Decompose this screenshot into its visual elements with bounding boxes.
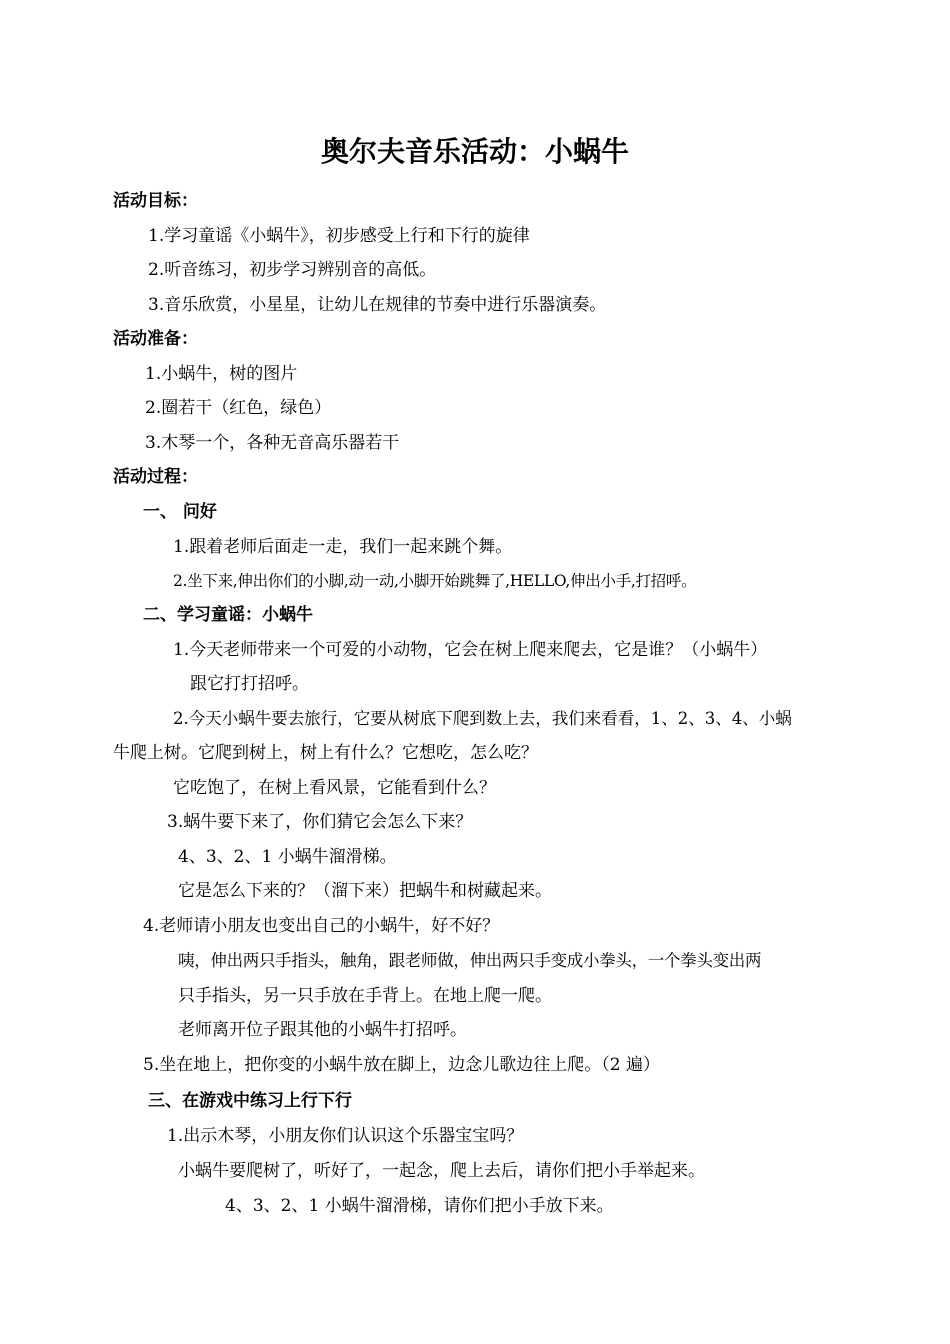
part3-line-2: 小蜗牛要爬树了，听好了，一起念，爬上去后，请你们把小手举起来。 (178, 1161, 705, 1181)
part2-line-6: 3.蜗牛要下来了，你们猜它会怎么下来？ (167, 812, 473, 832)
goals-heading: 活动目标： (113, 191, 198, 211)
part2-line-5: 它吃饱了，在树上看风景，它能看到什么？ (173, 778, 496, 798)
part2-line-2: 跟它打打招呼。 (190, 674, 309, 694)
goal-item-2: 2.听音练习，初步学习辨别音的高低。 (148, 260, 437, 280)
part2-line-3: 2.今天小蜗牛要去旅行，它要从树底下爬到数上去，我们来看看，1、2、3、4、小蜗 (173, 709, 792, 728)
goal-item-3: 3.音乐欣赏，小星星，让幼儿在规律的节奏中进行乐器演奏。 (148, 295, 607, 315)
prep-heading: 活动准备： (113, 329, 198, 349)
part2-line-8: 它是怎么下来的？（溜下来）把蜗牛和树藏起来。 (178, 881, 552, 901)
part3-line-3: 4、3、2、1 小蜗牛溜滑梯，请你们把小手放下来。 (225, 1196, 614, 1216)
part1-heading: 一、 问好 (143, 502, 217, 522)
part1-line-1: 1.跟着老师后面走一走，我们一起来跳个舞。 (173, 537, 513, 557)
part3-heading: 三、在游戏中练习上行下行 (148, 1091, 352, 1111)
prep-item-1: 1.小蜗牛，树的图片 (145, 364, 298, 384)
prep-item-3: 3.木琴一个，各种无音高乐器若干 (145, 433, 400, 453)
document-title: 奥尔夫音乐活动：小蜗牛 (320, 135, 629, 168)
part2-line-11: 只手指头，另一只手放在手背上。在地上爬一爬。 (178, 986, 552, 1006)
part2-line-9: 4.老师请小朋友也变出自己的小蜗牛，好不好？ (143, 916, 500, 936)
part2-line-12: 老师离开位子跟其他的小蜗牛打招呼。 (178, 1020, 467, 1040)
process-heading: 活动过程： (113, 467, 198, 487)
prep-item-2: 2.圈若干（红色，绿色） (145, 398, 332, 418)
part2-line-7: 4、3、2、1 小蜗牛溜滑梯。 (178, 847, 397, 867)
part2-line-10: 咦，伸出两只手指头，触角，跟老师做，伸出两只手变成小拳头，一个拳头变出两 (178, 951, 762, 970)
part1-line-2: 2.坐下来,伸出你们的小脚,动一动,小脚开始跳舞了,HELLO,伸出小手,打招呼。 (173, 572, 697, 590)
part2-line-13: 5.坐在地上，把你变的小蜗牛放在脚上，边念儿歌边往上爬。（2 遍） (143, 1055, 660, 1075)
part2-line-1: 1.今天老师带来一个可爱的小动物，它会在树上爬来爬去，它是谁？（小蜗牛） (173, 640, 768, 660)
goal-item-1: 1.学习童谣《小蜗牛》，初步感受上行和下行的旋律 (148, 226, 530, 246)
part2-line-4: 牛爬上树。它爬到树上，树上有什么？它想吃，怎么吃？ (113, 743, 538, 763)
part3-line-1: 1.出示木琴，小朋友你们认识这个乐器宝宝吗？ (167, 1126, 524, 1146)
part2-heading: 二、学习童谣：小蜗牛 (143, 605, 313, 625)
